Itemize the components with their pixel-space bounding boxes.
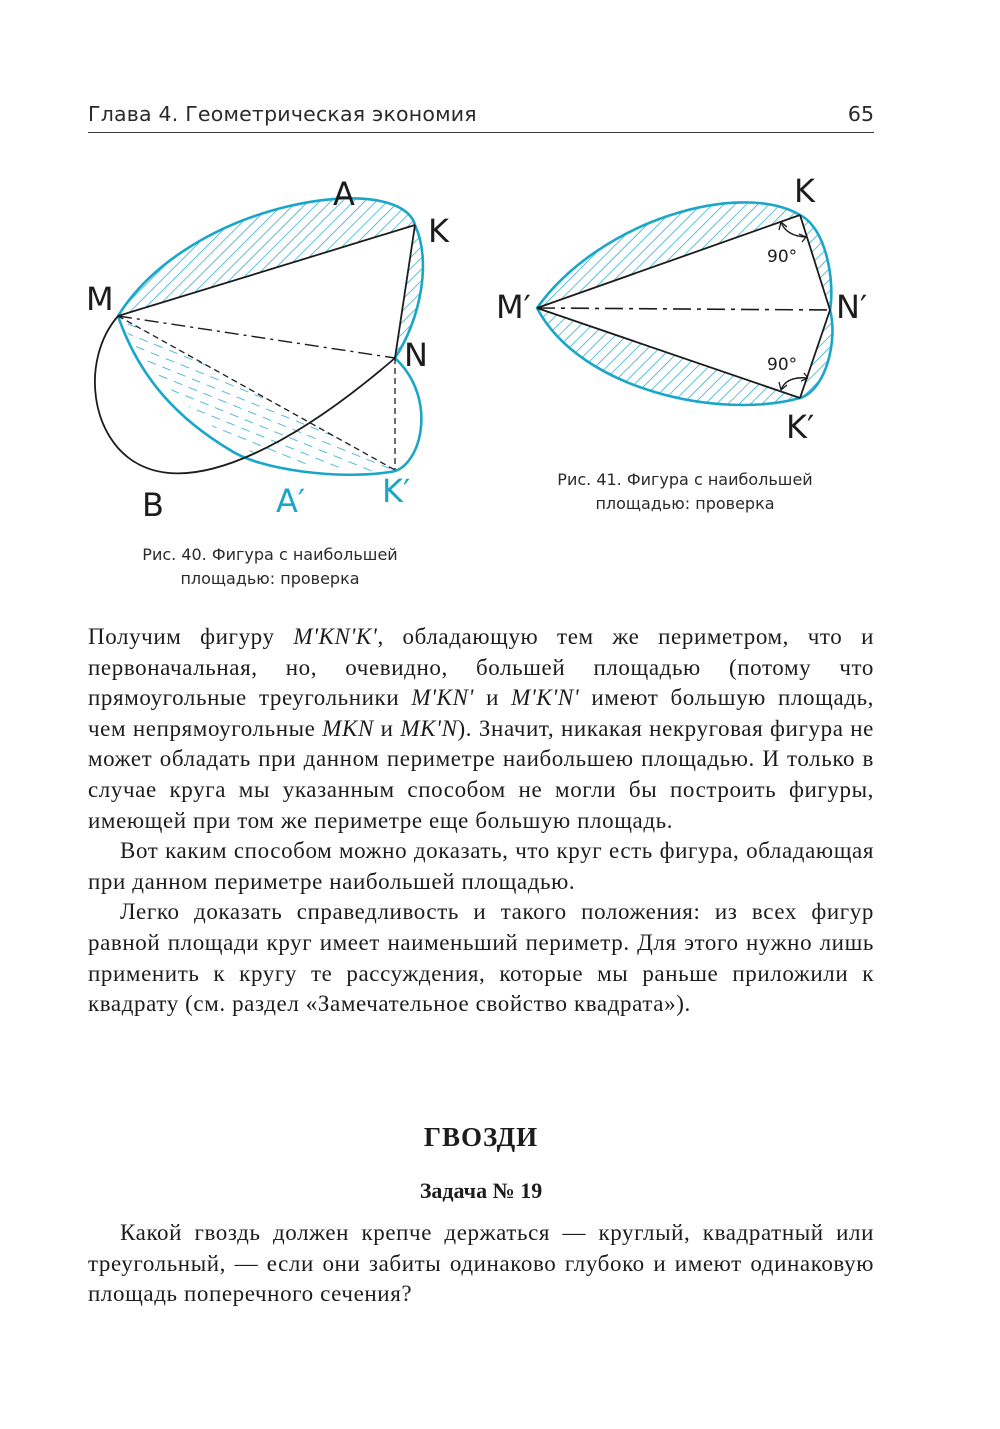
p1-text-6: ). Значит, никакая некруговая фигура не может обладать при данном периметре наибольшею площадью. И только в случае круга мы указанным способом не могли бы построить фигуры, имеющей при том же периметре еще большую площадь.: [88, 715, 874, 833]
p1-math-1: M'KN'K': [293, 624, 378, 649]
p1-text-2: , обладающую тем же периметром, что и первоначальная, но, очевидно, большей площадью (потому что прямоугольные треугольники: [88, 624, 874, 711]
label-k-prime: K′: [382, 472, 411, 510]
label-n: N: [404, 336, 428, 374]
paragraph-1: [88, 622, 874, 836]
body-text: [88, 622, 874, 1020]
p1-math-2: M'KN': [411, 685, 475, 711]
p1-math-5: MK'N: [400, 715, 458, 741]
label-a: A: [333, 175, 355, 213]
label-angle-top: 90°: [767, 247, 798, 267]
p1-math-4: MKN: [322, 715, 374, 741]
label-m: M: [86, 280, 114, 318]
p1-text-3: и: [474, 685, 512, 711]
figure-40-caption: [110, 543, 430, 591]
label-n-prime: N′: [836, 288, 868, 326]
label-k-prime: K′: [786, 408, 815, 446]
task-title: Задача № 19: [419, 1178, 543, 1203]
section-title: ГВОЗДИ: [423, 1122, 539, 1152]
figure-41-caption-line2: площадью: проверка: [595, 494, 775, 513]
label-m-prime: M′: [496, 288, 531, 326]
running-head: [88, 98, 874, 133]
figure-40-caption-line1: Рис. 40. Фигура с наибольшей: [142, 545, 398, 564]
hatched-region-top: [118, 198, 415, 316]
figure-41-caption-line1: Рис. 41. Фигура с наибольшей: [557, 470, 813, 489]
axis-m-n: [537, 308, 830, 310]
label-b: B: [142, 486, 164, 524]
task-text: [88, 1218, 874, 1310]
label-k: K: [428, 212, 449, 250]
figure-40: [70, 160, 490, 530]
figure-41: [490, 170, 890, 450]
p1-text-5: и: [373, 715, 401, 741]
dashed-region: [118, 316, 395, 471]
p1-text-1: Получим фигуру: [88, 624, 294, 649]
label-k: K: [794, 172, 815, 210]
figure-41-caption: [530, 468, 840, 516]
label-angle-bottom: 90°: [767, 355, 798, 375]
task-paragraph: Какой гвоздь должен крепче держаться — круглый, квадратный или треугольный, — если они забиты одинаково глубоко и имеют одинаковую площадь поперечного сечения?: [88, 1220, 874, 1307]
paragraph-2: Вот каким способом можно доказать, что круг есть фигура, обладающая при данном периметре наибольшей площадью.: [88, 838, 874, 894]
figure-40-caption-line2: площадью: проверка: [180, 569, 360, 588]
p1-text-4: имеют большую площадь, чем непрямоугольные: [88, 685, 875, 741]
paragraph-3: Легко доказать справедливость и такого положения: из всех фигур равной площади круг имеет наименьший периметр. Для этого нужно лишь применить к кругу те рассуждения, которые мы раньше приложили к квадрату (см. раздел «Замечательное свойство квадрата»).: [88, 899, 874, 1017]
chapter-title: Глава 4. Геометрическая экономия: [88, 102, 477, 126]
p1-math-3: M'K'N': [511, 685, 580, 711]
page-number: 65: [847, 102, 874, 126]
label-a-prime: A′: [276, 482, 306, 520]
